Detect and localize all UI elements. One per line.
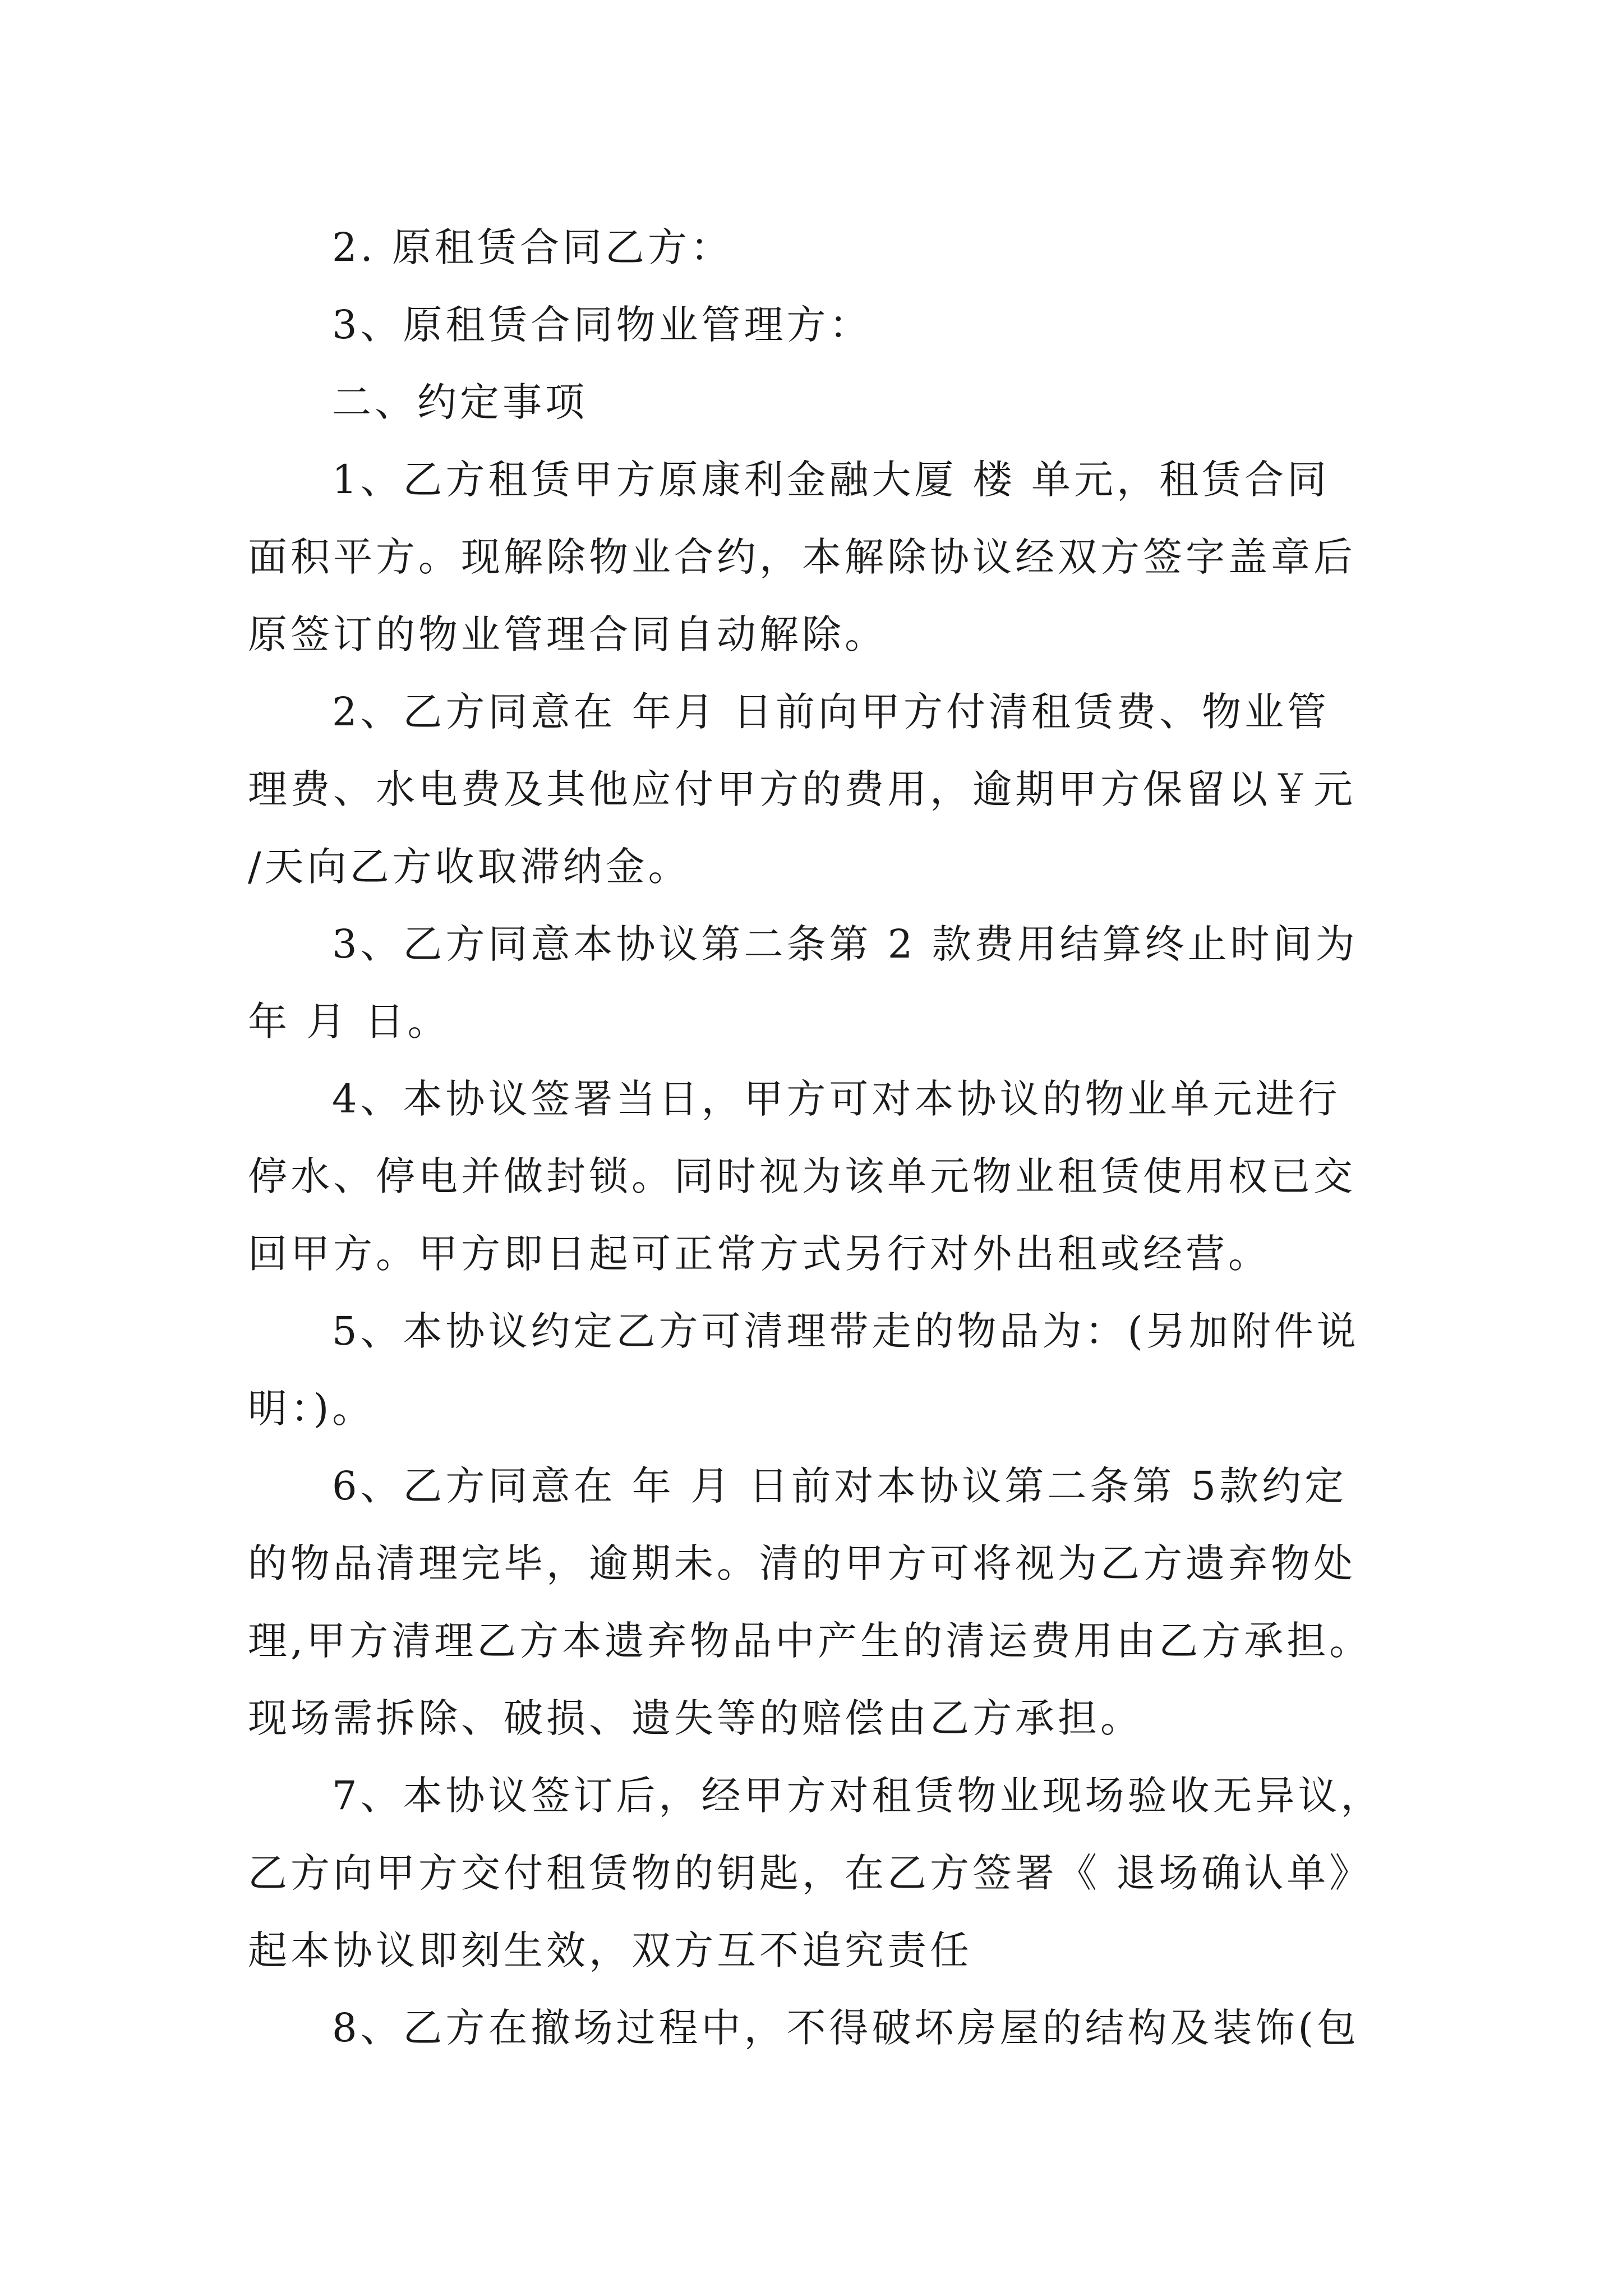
text-line: 面积平方。现解除物业合约，本解除协议经双方签字盖章后 (248, 534, 1356, 580)
text-line: 2、乙方同意在 年月 日前向甲方付清租赁费、物业管 (332, 689, 1330, 735)
text-line: 原签订的物业管理合同自动解除。 (248, 611, 887, 657)
text-line: /天向乙方收取滞纳金。 (248, 844, 691, 890)
document-body (248, 209, 1384, 2067)
text-line: 的物品清理完毕，逾期未。清的甲方可将视为乙方遗弃物处 (248, 1540, 1356, 1586)
text-line: 3、乙方同意本协议第二条第 2 款费用结算终止时间为 (332, 921, 1358, 967)
text-line: 7、本协议签订后，经甲方对租赁物业现场验收无异议， (332, 1773, 1384, 1819)
text-line: 1、乙方租赁甲方原康利金融大厦 楼 单元，租赁合同 (332, 457, 1330, 503)
text-line: 3、原租赁合同物业管理方： (332, 302, 872, 348)
text-line: 乙方向甲方交付租赁物的钥匙，在乙方签署《 退场确认单》 (248, 1850, 1372, 1896)
text-line: 6、乙方同意在 年 月 日前对本协议第二条第 5款约定 (332, 1463, 1348, 1509)
section-heading: 二、约定事项 (332, 379, 588, 425)
text-line: 明：)。 (248, 1386, 375, 1432)
text-line: 回甲方。甲方即日起可正常方式另行对外出租或经营。 (248, 1231, 1271, 1277)
text-line: 理,甲方清理乙方本遗弃物品中产生的清运费用由乙方承担。 (248, 1618, 1372, 1664)
text-line: 2. 原租赁合同乙方： (332, 224, 734, 270)
text-line: 理费、水电费及其他应付甲方的费用，逾期甲方保留以￥元 (248, 766, 1356, 812)
text-line: 8、乙方在撤场过程中，不得破坏房屋的结构及装饰(包 (332, 2005, 1359, 2051)
text-line: 现场需拆除、破损、遗失等的赔偿由乙方承担。 (248, 1695, 1143, 1741)
text-line: 年 月 日。 (248, 999, 450, 1045)
text-line: 停水、停电并做封锁。同时视为该单元物业租赁使用权已交 (248, 1153, 1356, 1199)
text-line: 4、本协议签署当日，甲方可对本协议的物业单元进行 (332, 1076, 1341, 1122)
text-line: 5、本协议约定乙方可清理带走的物品为：(另加附件说 (332, 1308, 1359, 1354)
text-line: 起本协议即刻生效，双方互不追究责任 (248, 1927, 972, 1973)
